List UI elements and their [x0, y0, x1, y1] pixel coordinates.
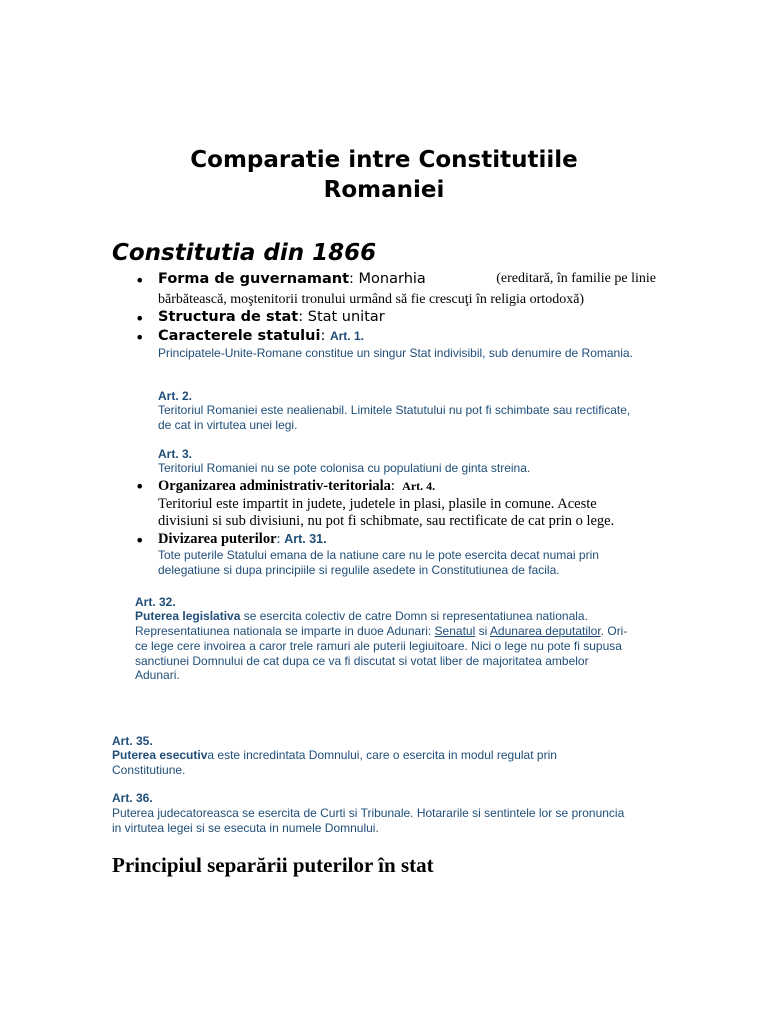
art35-line-2: Constitutiune.: [112, 763, 186, 777]
art32-label: Art. 32.: [135, 595, 176, 609]
section-heading-1866: Constitutia din 1866: [112, 240, 377, 266]
section-heading-principiu: Principiul separării puterilor în stat: [112, 853, 434, 877]
adunarea-deputatilor-link[interactable]: Adunarea deputatilor: [489, 624, 601, 638]
organizarea-line-1: Teritoriul este impartit in judete, judetele in plasi, plasile in comune. Aceste: [158, 496, 597, 512]
item-structura: Structura de stat: Stat unitar: [158, 309, 385, 325]
divizarea-label: Divizarea puterilor: [158, 531, 277, 547]
art3-label: Art. 3.: [158, 447, 193, 461]
forma-detail-2: bărbătească, moştenitorii tronului urmând să fie crescuţi în religia ortodoxă): [158, 292, 585, 307]
art4-label: Art. 4.: [402, 479, 436, 493]
structura-label: Structura de stat: [158, 309, 299, 325]
art32-line-2-pre: Representatiunea nationala se imparte in duoe Adunari:: [135, 624, 435, 638]
structura-value: Stat unitar: [307, 309, 385, 325]
art35-label: Art. 35.: [112, 734, 153, 748]
art1-label: Art. 1.: [329, 329, 364, 343]
document-title-line-2: Romaniei: [323, 177, 445, 203]
divizarea-line-1: Tote puterile Statului emana de la natiune care nu le pote esercita decat numai prin: [158, 548, 599, 562]
art32-line-2-post: . Ori-: [600, 624, 628, 638]
art32-line-1-rest: se esercita colectiv de catre Domn si representatiunea nationala.: [240, 609, 588, 623]
art36-label: Art. 36.: [112, 791, 153, 805]
art2-line-1: Teritoriul Romaniei este nealienabil. Limitele Statutului nu pot fi schimbate sau rectificate,: [158, 403, 631, 417]
organizarea-line-2: divisiuni si sub divisiuni, nu pot fi schibmate, sau rectificate de cat prin o lege.: [158, 513, 615, 529]
art32-bold: Puterea legislativa: [135, 609, 241, 623]
art35-bold: Puterea esecutiv: [112, 748, 208, 762]
item-forma: Forma de guvernamant: Monarhia (ereditară, în familie pe linie: [158, 271, 656, 287]
organizarea-label: Organizarea administrativ-teritoriala: [158, 478, 391, 494]
bullet-icon: •: [135, 328, 145, 347]
art32-line-5: Adunari.: [135, 668, 180, 682]
forma-value: Monarhia: [358, 271, 426, 287]
art36-line-2: in virtutea legei si se esecuta in numele Domnului.: [112, 821, 379, 835]
art35-line-1-rest: a este incredintata Domnului, care o esercita in modul regulat prin: [207, 748, 557, 762]
item-organizarea: Organizarea administrativ-teritoriala: Art. 4.: [158, 478, 436, 494]
art2-label: Art. 2.: [158, 389, 193, 403]
art32-line-3: ce lege cere invoirea a caror trele ramuri ale puterii legiuitoare. Nici o lege nu pote fi supusa: [135, 639, 622, 653]
caractere-label: Caracterele statului: [158, 328, 321, 344]
art32-line-4: sanctiunei Domnului de cat dupa ce va fi discutat si votat liber de majoritatea ambelor: [135, 654, 589, 668]
forma-detail-1: (ereditară, în familie pe linie: [496, 271, 656, 286]
senatul-link[interactable]: Senatul: [434, 624, 476, 638]
art32-line-2: [135, 624, 627, 640]
document-title-line-1: Comparatie intre Constitutiile: [190, 147, 578, 173]
forma-label: Forma de guvernamant: [158, 271, 350, 287]
item-caractere: Caracterele statului: Art. 1.: [158, 328, 364, 344]
art35-line-1: [112, 748, 557, 764]
bullet-icon: •: [135, 309, 145, 328]
item-divizarea: Divizarea puterilor: Art. 31.: [158, 531, 327, 547]
art1-text: Principatele-Unite-Romane constitue un singur Stat indivisibil, sub denumire de Romania.: [158, 346, 633, 360]
art31-label: Art. 31.: [284, 532, 327, 546]
bullet-icon: •: [135, 477, 145, 496]
art3-text: Teritoriul Romaniei nu se pote colonisa cu populatiuni de ginta streina.: [158, 461, 531, 475]
art36-line-1: Puterea judecatoreasca se esercita de Curti si Tribunale. Hotararile si sentintele lor se pronuncia: [112, 806, 625, 820]
bullet-icon: •: [135, 531, 145, 550]
art32-si: si: [475, 624, 490, 638]
bullet-icon: •: [135, 271, 145, 290]
art32-line-1: [135, 609, 588, 625]
art2-line-2: de cat in virtutea unei legi.: [158, 418, 298, 432]
divizarea-line-2: delegatiune si dupa principiile si regulile asedete in Constitutiunea de facila.: [158, 563, 560, 577]
